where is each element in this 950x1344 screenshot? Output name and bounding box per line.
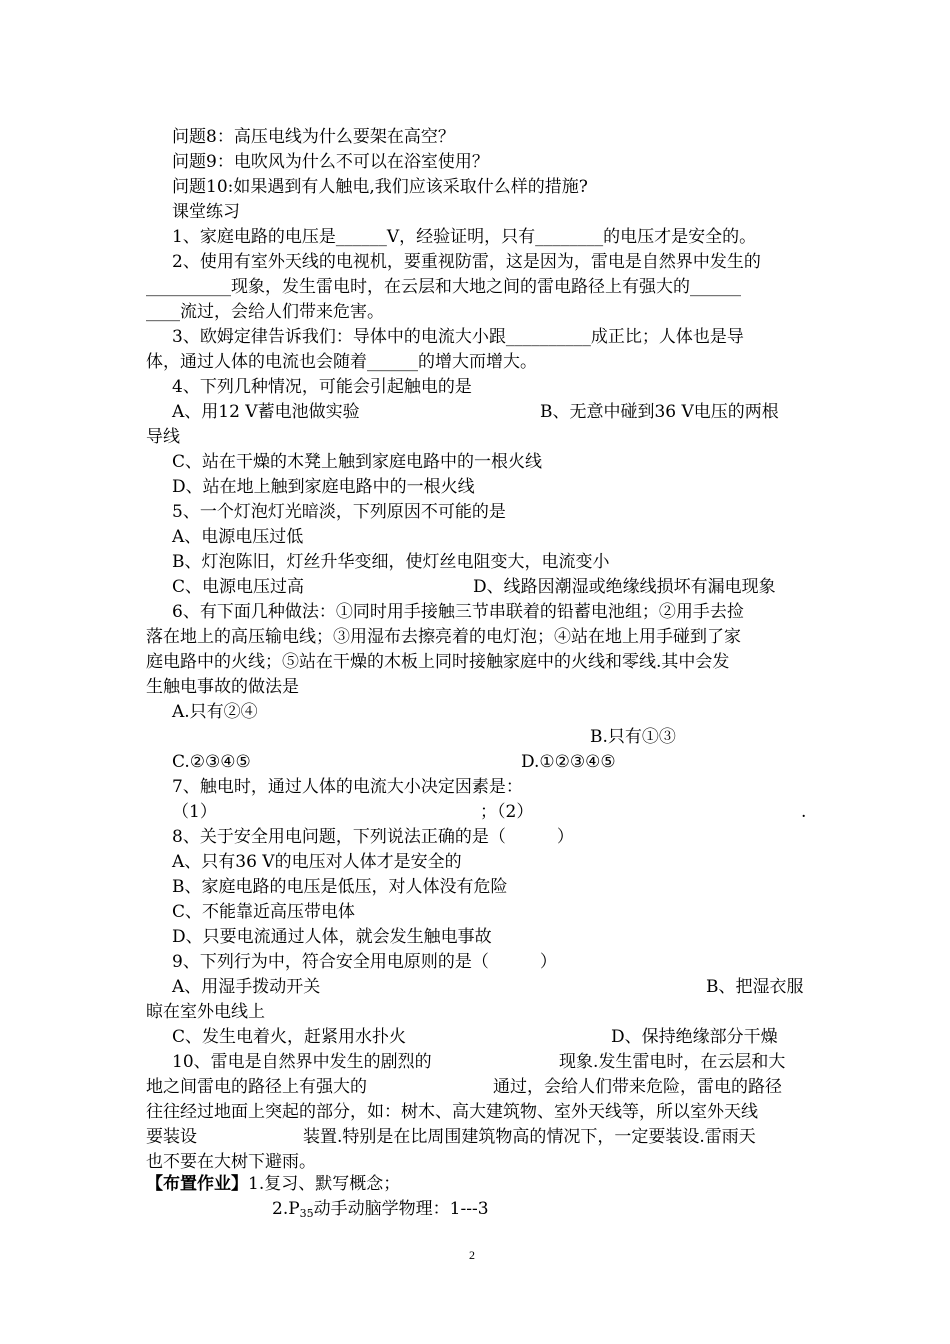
exercise-7-blank-1: （1）	[172, 802, 217, 822]
exercise-4-option-d: D、站在地上触到家庭电路中的一根火线	[172, 477, 475, 497]
exercise-8-question: 8、关于安全用电问题，下列说法正确的是（ ）	[172, 827, 574, 847]
page-number: 2	[469, 1248, 475, 1262]
exercise-10-line-4a: 要装设	[146, 1127, 197, 1147]
exercise-6-option-a: A.只有②④	[172, 702, 258, 722]
exercise-6-line-2: 落在地上的高压输电线；③用湿布去擦亮着的电灯泡；④站在地上用手碰到了家	[146, 627, 741, 647]
exercise-7-blank-2: ；（2）	[480, 802, 534, 822]
exercise-9-option-b: B、把湿衣服	[706, 977, 804, 997]
exercise-2-line-2: __________现象，发生雷电时，在云层和大地之间的雷电路径上有强大的______	[146, 277, 741, 297]
exercise-8-option-c: C、不能靠近高压带电体	[172, 902, 356, 922]
exercise-8-option-a: A、只有36 V的电压对人体才是安全的	[172, 852, 462, 872]
exercise-4-option-a: A、用12 V蓄电池做实验	[172, 402, 360, 422]
exercise-8-option-b: B、家庭电路的电压是低压，对人体没有危险	[172, 877, 508, 897]
exercise-9-option-c: C、发生电着火，赶紧用水扑火	[172, 1027, 407, 1047]
exercise-7-question: 7、触电时，通过人体的电流大小决定因素是：	[172, 777, 523, 797]
exercise-7-end: .	[801, 802, 807, 822]
exercise-10-line-3: 往往经过地面上突起的部分，如：树木、高大建筑物、室外天线等，所以室外天线	[146, 1102, 758, 1122]
exercise-6-option-d: D.①②③④⑤	[521, 752, 616, 772]
exercise-9-option-d: D、保持绝缘部分干燥	[611, 1027, 778, 1047]
exercise-6-line-3: 庭电路中的火线；⑤站在干燥的木板上同时接触家庭中的火线和零线.其中会发	[146, 652, 730, 672]
exercise-9-option-b-cont: 晾在室外电线上	[146, 1002, 265, 1022]
homework-line-2	[272, 1197, 489, 1226]
exercise-5-question: 5、一个灯泡灯光暗淡，下列原因不可能的是	[172, 502, 506, 522]
exercise-10-line-1b: 现象.发生雷电时，在云层和大	[559, 1052, 786, 1072]
exercise-6-line-4: 生触电事故的做法是	[146, 677, 299, 697]
exercise-4-option-c: C、站在干燥的木凳上触到家庭电路中的一根火线	[172, 452, 543, 472]
exercise-10-line-1a: 10、雷电是自然界中发生的剧烈的	[172, 1052, 432, 1072]
exercise-9-option-a: A、用湿手拨动开关	[172, 977, 321, 997]
homework-item-2-subscript: 35	[299, 1207, 314, 1220]
exercise-3-line-2: 体，通过人体的电流也会随着______的增大而增大。	[146, 352, 537, 372]
exercise-2-line-1: 2、使用有室外天线的电视机，要重视防雷，这是因为，雷电是自然界中发生的	[172, 252, 761, 272]
exercise-10-line-2a: 地之间雷电的路径上有强大的	[146, 1077, 367, 1097]
exercise-1: 1、家庭电路的电压是______V，经验证明，只有________的电压才是安全的。	[172, 227, 757, 247]
question-8: 问题8：高压电线为什么要架在高空？	[172, 127, 455, 147]
homework-item-2-prefix: 2.P	[272, 1199, 300, 1219]
exercise-5-option-c: C、电源电压过高	[172, 577, 305, 597]
homework-line-1	[146, 1172, 400, 1196]
exercise-5-option-a: A、电源电压过低	[172, 527, 304, 547]
question-9: 问题9：电吹风为什么不可以在浴室使用？	[172, 152, 489, 172]
section-heading: 课堂练习	[172, 202, 240, 222]
question-10: 问题10:如果遇到有人触电,我们应该采取什么样的措施?	[172, 177, 588, 197]
exercise-4-option-b-cont: 导线	[146, 427, 180, 447]
exercise-3-line-1: 3、欧姆定律告诉我们：导体中的电流大小跟__________成正比；人体也是导	[172, 327, 744, 347]
homework-label: 【布置作业】	[146, 1174, 248, 1194]
exercise-4-question: 4、下列几种情况，可能会引起触电的是	[172, 377, 472, 397]
exercise-9-question: 9、下列行为中，符合安全用电原则的是（ ）	[172, 952, 557, 972]
exercise-6-line-1: 6、有下面几种做法：①同时用手接触三节串联着的铅蓄电池组；②用手去捡	[172, 602, 744, 622]
exercise-5-option-d: D、线路因潮湿或绝缘线损坏有漏电现象	[473, 577, 776, 597]
exercise-10-line-5: 也不要在大树下避雨。	[146, 1152, 316, 1172]
exercise-5-option-b: B、灯泡陈旧，灯丝升华变细，使灯丝电阻变大，电流变小	[172, 552, 610, 572]
exercise-4-option-b: B、无意中碰到36 V电压的两根	[540, 402, 779, 422]
homework-item-1: 1.复习、默写概念；	[248, 1174, 401, 1194]
exercise-6-option-c: C.②③④⑤	[172, 752, 251, 772]
exercise-2-line-3: ____流过，会给人们带来危害。	[146, 302, 384, 322]
exercise-6-option-b: B.只有①③	[590, 727, 676, 747]
exercise-10-line-2b: 通过，会给人们带来危险，雷电的路径	[493, 1077, 782, 1097]
exercise-10-line-4b: 装置.特别是在比周围建筑物高的情况下，一定要装设.雷雨天	[303, 1127, 756, 1147]
exercise-8-option-d: D、只要电流通过人体，就会发生触电事故	[172, 927, 492, 947]
homework-item-2-suffix: 动手动脑学物理：1---3	[313, 1199, 489, 1219]
